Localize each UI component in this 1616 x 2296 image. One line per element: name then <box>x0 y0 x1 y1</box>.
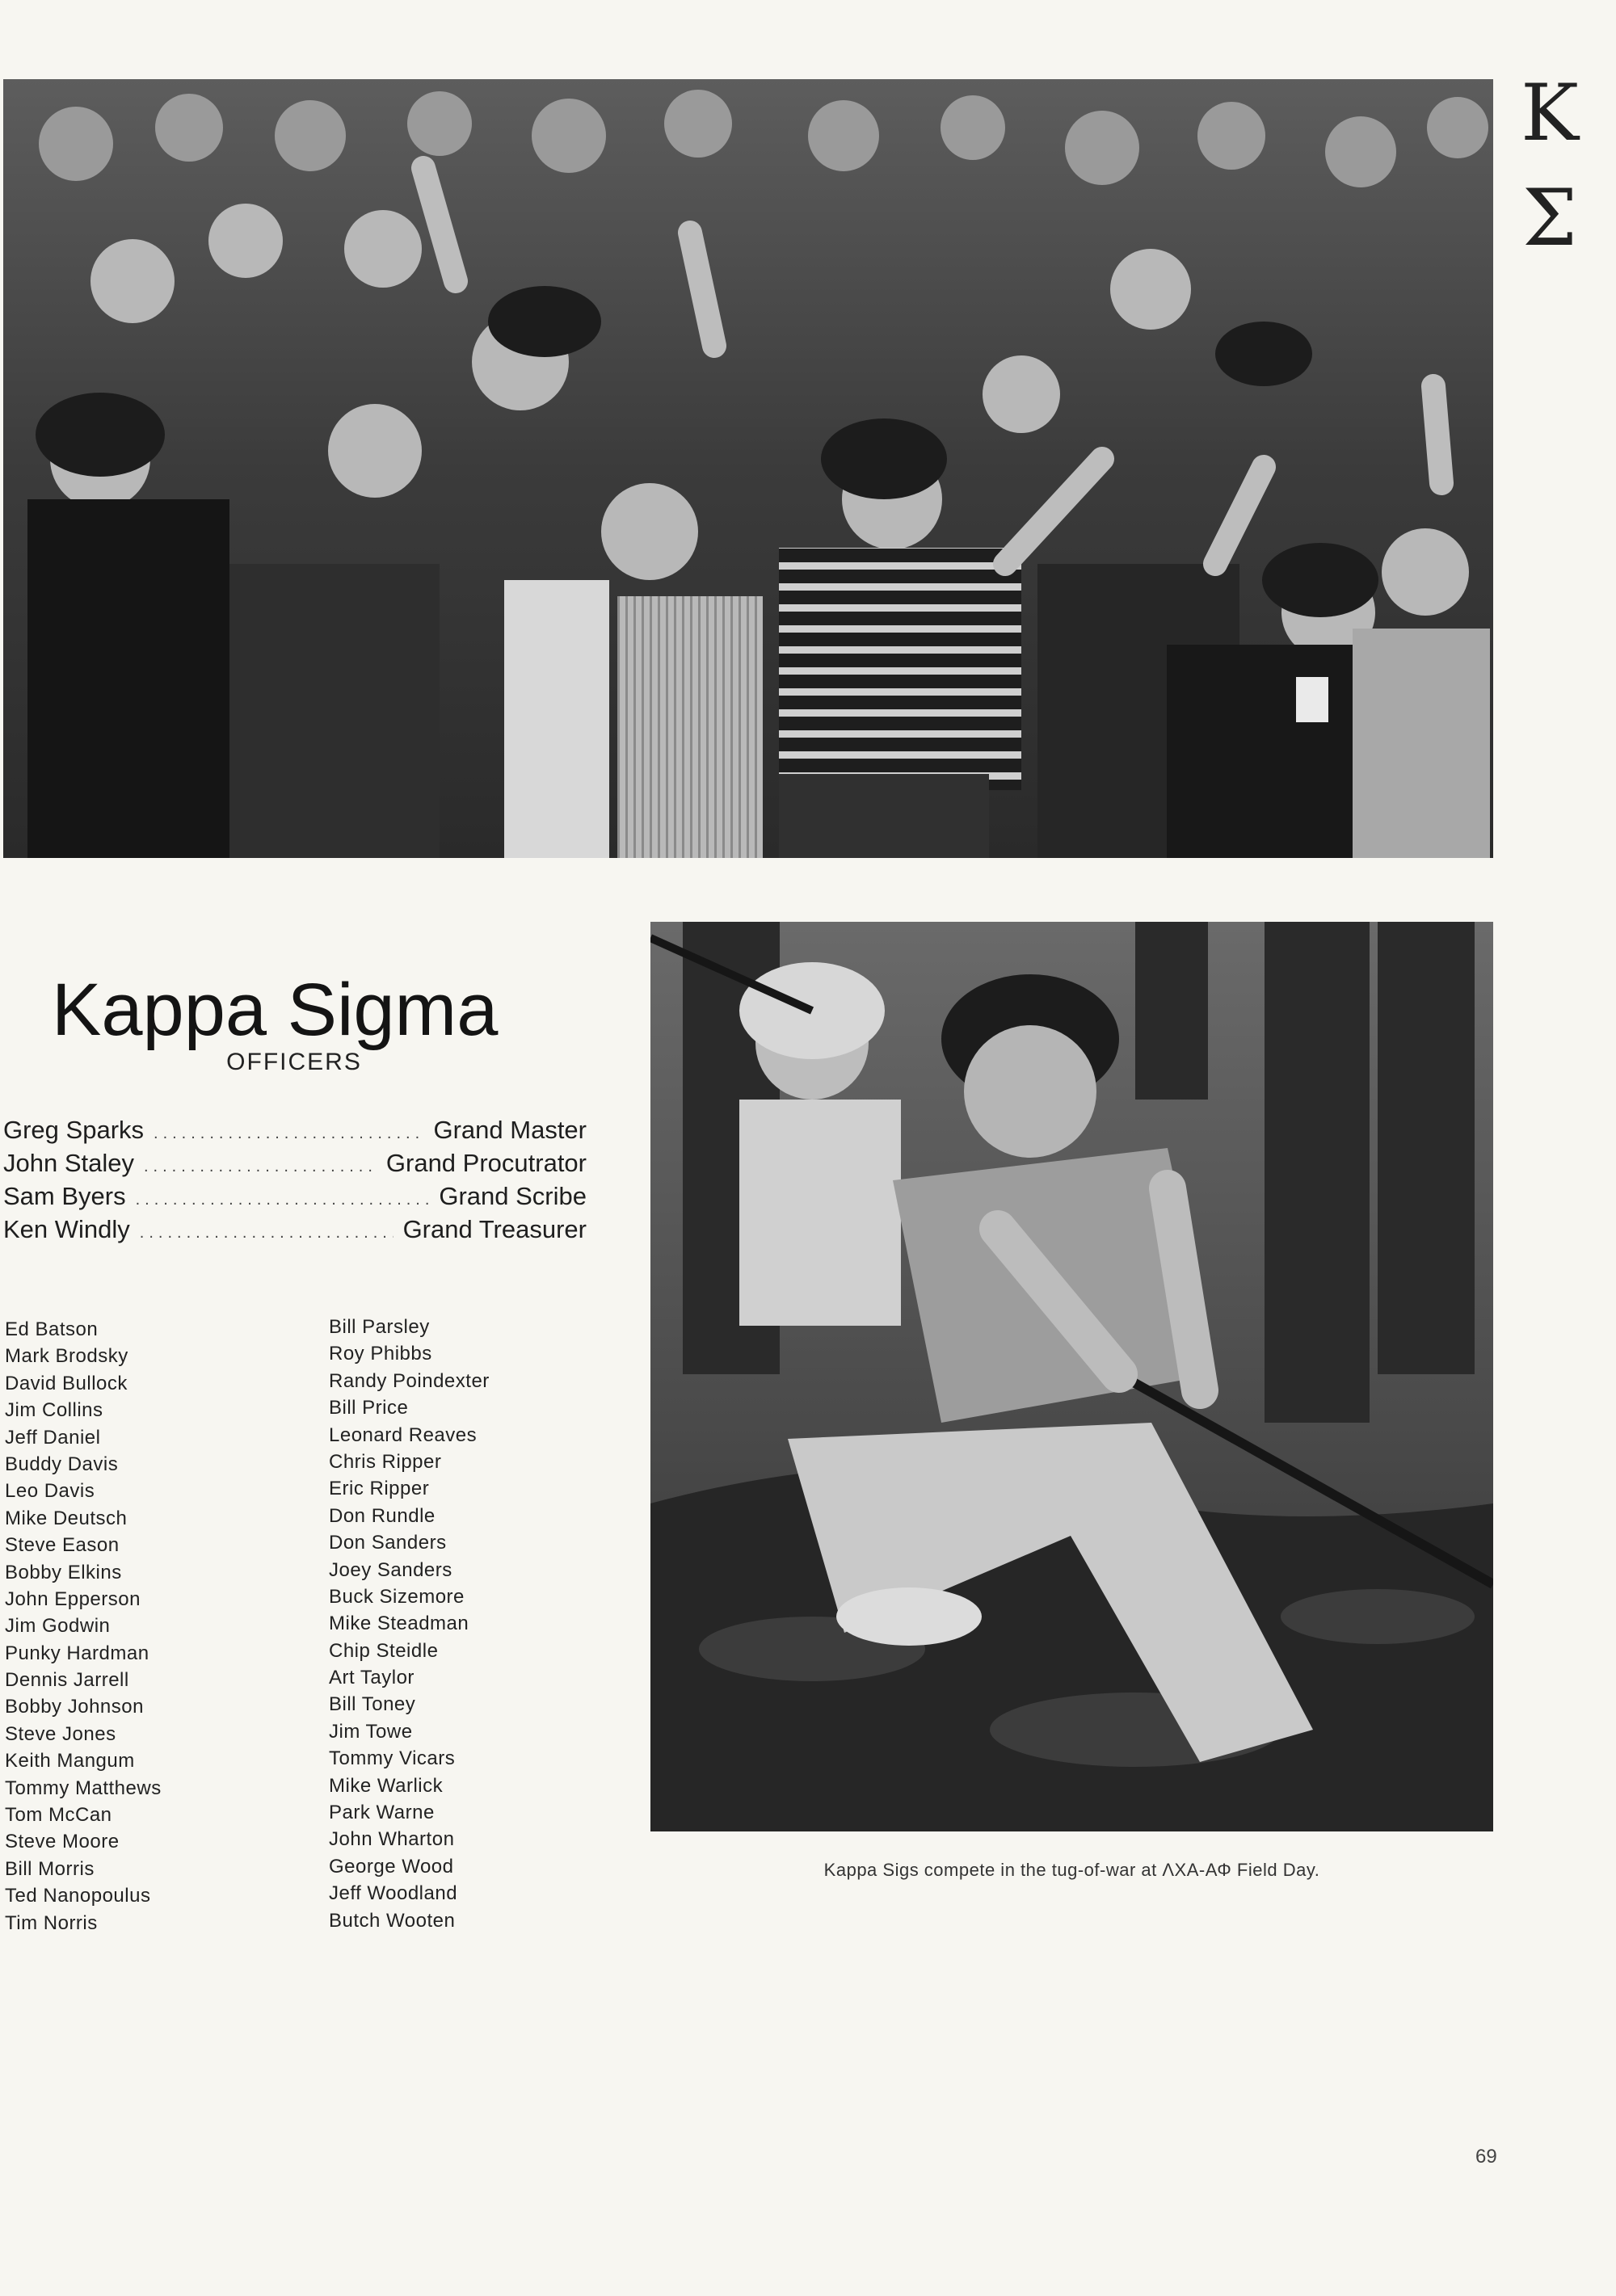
member-name: Ted Nanopoulus <box>5 1885 151 1907</box>
member-name: Bobby Elkins <box>5 1561 122 1583</box>
officers-heading: OFFICERS <box>226 1049 362 1075</box>
member-name: Bill Toney <box>329 1693 416 1716</box>
tug-of-war-photo <box>650 922 1493 1831</box>
officer-title: Grand Treasurer <box>402 1215 587 1243</box>
member-name: Jeff Daniel <box>5 1426 101 1449</box>
member-name: Don Rundle <box>329 1504 436 1527</box>
member-name: Joey Sanders <box>329 1558 452 1581</box>
member-name: Tim Norris <box>5 1911 98 1934</box>
officer-row <box>3 1146 587 1180</box>
kappa-letter: Κ <box>1521 68 1579 158</box>
members-list-right <box>329 1314 490 1934</box>
member-name: Mark Brodsky <box>5 1345 128 1368</box>
officer-title: Grand Procutrator <box>385 1149 587 1177</box>
page-number: 69 <box>1475 2146 1497 2168</box>
member-name: Buddy Davis <box>5 1453 119 1475</box>
member-name: Bill Parsley <box>329 1316 430 1338</box>
member-name: Mike Deutsch <box>5 1507 128 1529</box>
member-name: Roy Phibbs <box>329 1343 432 1365</box>
member-name: Keith Mangum <box>5 1750 135 1772</box>
tug-of-war-photo-image <box>650 922 1493 1831</box>
sigma-letter: Σ <box>1522 173 1577 263</box>
member-name: Steve Jones <box>5 1722 116 1745</box>
member-name: Ed Batson <box>5 1318 99 1340</box>
member-name: Jeff Woodland <box>329 1882 458 1905</box>
officer-name: John Staley <box>3 1149 134 1177</box>
officer-row <box>3 1113 587 1146</box>
member-name: Randy Poindexter <box>329 1369 490 1392</box>
photo-caption: Kappa Sigs compete in the tug-of-war at ΛΧΑ-ΑΦ Field Day. <box>823 1860 1320 1880</box>
officer-title: Grand Master <box>433 1116 587 1144</box>
page-title: Kappa Sigma <box>52 968 499 1051</box>
member-name: Leonard Reaves <box>329 1423 478 1446</box>
member-name: Butch Wooten <box>329 1909 456 1932</box>
officer-name: Ken Windly <box>3 1215 130 1243</box>
dot-leader <box>136 1184 430 1217</box>
crowd-photo <box>3 79 1493 858</box>
member-name: John Epperson <box>5 1587 141 1610</box>
member-name: David Bullock <box>5 1372 128 1394</box>
member-name: Eric Ripper <box>329 1478 430 1500</box>
member-name: Mike Steadman <box>329 1613 469 1635</box>
officer-row <box>3 1180 587 1213</box>
member-name: Steve Eason <box>5 1534 120 1557</box>
officers-list <box>3 1113 587 1246</box>
dot-leader <box>154 1117 423 1150</box>
member-name: Don Sanders <box>329 1532 447 1554</box>
member-name: Bill Morris <box>5 1857 95 1880</box>
crowd-photo-image <box>3 79 1493 858</box>
member-name: Jim Towe <box>329 1720 413 1743</box>
member-name: Jim Godwin <box>5 1615 111 1638</box>
member-name: Tom McCan <box>5 1804 112 1827</box>
member-name: Bill Price <box>329 1397 409 1419</box>
member-name: Chris Ripper <box>329 1450 442 1473</box>
member-name: Bobby Johnson <box>5 1696 144 1718</box>
member-name: Art Taylor <box>329 1667 415 1689</box>
member-name: Buck Sizemore <box>329 1585 465 1608</box>
member-name: Park Warne <box>329 1802 435 1824</box>
member-name: Punky Hardman <box>5 1642 149 1664</box>
members-list-left <box>5 1316 162 1936</box>
member-name: Chip Steidle <box>329 1639 439 1662</box>
officer-title: Grand Scribe <box>439 1182 587 1210</box>
member-name: Dennis Jarrell <box>5 1669 129 1692</box>
member-name: Tommy Vicars <box>329 1747 456 1770</box>
officer-name: Greg Sparks <box>3 1116 145 1144</box>
member-name: Mike Warlick <box>329 1774 444 1797</box>
dot-leader <box>144 1150 377 1184</box>
member-name: Tommy Matthews <box>5 1777 162 1799</box>
member-name: John Wharton <box>329 1828 455 1851</box>
officer-row <box>3 1213 587 1246</box>
officer-name: Sam Byers <box>3 1182 126 1210</box>
dot-leader <box>140 1217 393 1250</box>
member-name: Jim Collins <box>5 1399 103 1422</box>
member-name: George Wood <box>329 1855 454 1878</box>
member-name: Steve Moore <box>5 1831 120 1853</box>
member-name: Leo Davis <box>5 1480 95 1503</box>
